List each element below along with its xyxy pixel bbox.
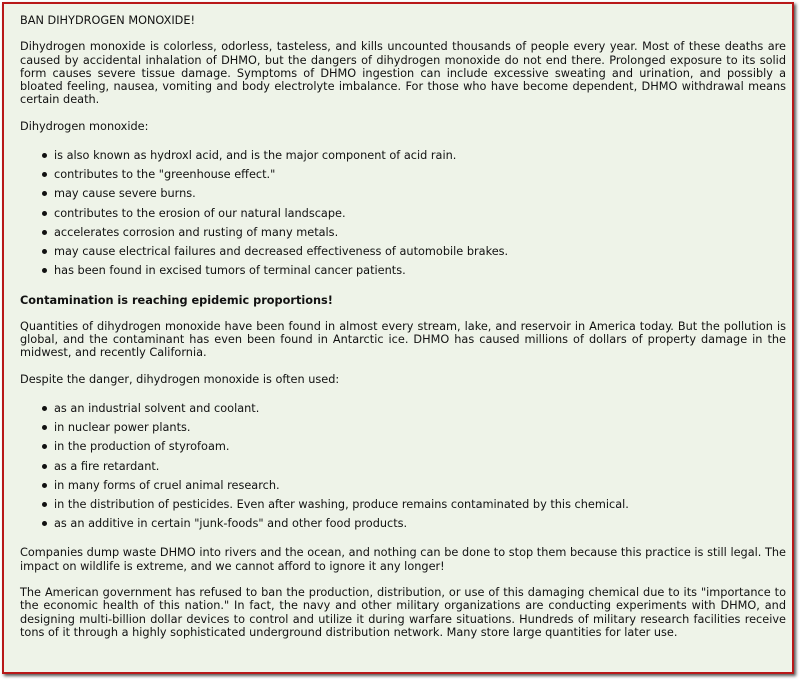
list-item: in many forms of cruel animal research. [54, 476, 786, 495]
list-item: accelerates corrosion and rusting of many metals. [54, 223, 786, 242]
list-item: may cause electrical failures and decreased effectiveness of automobile brakes. [54, 242, 786, 261]
list1-lead: Dihydrogen monoxide: [20, 119, 149, 133]
dumping-paragraph: Companies dump waste DHMO into rivers and the ocean, and nothing can be done to stop them because this practice is still legal. The impact on wildlife is extreme, and we cannot afford to ignore it any longer! [20, 546, 786, 573]
page-title: BAN DIHYDROGEN MONOXIDE! [20, 14, 196, 27]
list-item: contributes to the "greenhouse effect." [54, 165, 786, 184]
list-item: is also known as hydroxl acid, and is the major component of acid rain. [54, 146, 786, 165]
dangers-list [20, 146, 786, 280]
list-item: as an additive in certain "junk-foods" and other food products. [54, 514, 786, 533]
list-item: as an industrial solvent and coolant. [54, 399, 786, 418]
document-content [20, 14, 786, 652]
list-item: in nuclear power plants. [54, 418, 786, 437]
uses-list [20, 399, 786, 533]
contamination-heading: Contamination is reaching epidemic proportions! [20, 293, 333, 307]
list-item: in the distribution of pesticides. Even after washing, produce remains contaminated by this chemical. [54, 495, 786, 514]
list-item: may cause severe burns. [54, 184, 786, 203]
document-frame [2, 2, 794, 674]
government-paragraph: The American government has refused to ban the production, distribution, or use of this damaging chemical due to its "importance to the economic health of this nation." In fact, the navy and other military organizations are conducting experiments with DHMO, and designing multi-billion dollar devices to control and utilize it during warfare situations. Hundreds of military research facilities receive tons of it through a highly sophisticated underground distribution network. Many store large quantities for later use. [20, 586, 786, 639]
intro-paragraph: Dihydrogen monoxide is colorless, odorless, tasteless, and kills uncounted thousands of people every year. Most of these deaths are caused by accidental inhalation of DHMO, but the dangers of dihydrogen monoxide do not end there. Prolonged exposure to its solid form causes severe tissue damage. Symptoms of DHMO ingestion can include excessive sweating and urination, and possibly a bloated feeling, nausea, vomiting and body electrolyte imbalance. For those who have become dependent, DHMO withdrawal means certain death. [20, 40, 786, 107]
list-item: contributes to the erosion of our natural landscape. [54, 204, 786, 223]
list-item: in the production of styrofoam. [54, 437, 786, 456]
list-item: has been found in excised tumors of terminal cancer patients. [54, 261, 786, 280]
contamination-paragraph: Quantities of dihydrogen monoxide have been found in almost every stream, lake, and reservoir in America today. But the pollution is global, and the contaminant has even been found in Antarctic ice. DHMO has caused millions of dollars of property damage in the midwest, and recently California. [20, 319, 786, 360]
list-item: as a fire retardant. [54, 457, 786, 476]
list2-lead: Despite the danger, dihydrogen monoxide is often used: [20, 372, 340, 386]
